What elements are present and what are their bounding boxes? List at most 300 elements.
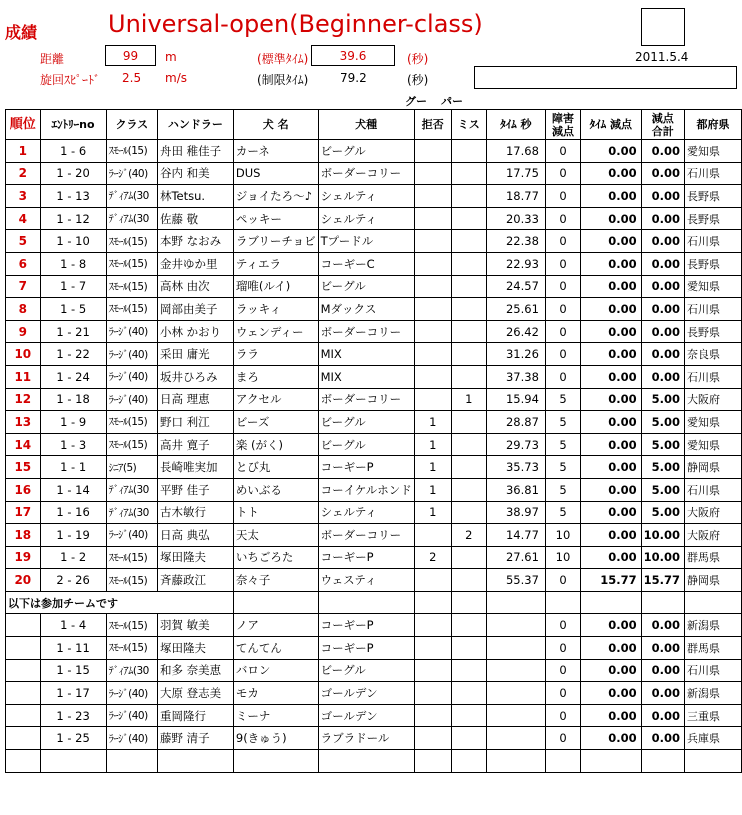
breed-cell: ボーダーコリー: [318, 388, 414, 411]
total-cell: 0.00: [641, 727, 684, 750]
miss-cell: [451, 456, 486, 479]
miss-cell: [451, 659, 486, 682]
class-cell: ｽﾓｰﾙ(15): [106, 614, 157, 637]
participant-row: [6, 727, 742, 750]
fault-cell: 10: [545, 546, 580, 569]
prefecture-cell: 愛知県: [684, 411, 741, 434]
handler-cell: 舟田 稚佳子: [157, 140, 233, 163]
prefecture-cell: 石川県: [684, 298, 741, 321]
empty-cell: [545, 750, 580, 773]
breed-cell: コーギーC: [318, 252, 414, 275]
breed-cell: ビーグル: [318, 433, 414, 456]
entry-cell: 1 - 9: [40, 411, 106, 434]
total-cell: 0.00: [641, 298, 684, 321]
fault-cell: 0: [545, 275, 580, 298]
total-cell: 0.00: [641, 252, 684, 275]
col-dog-header: 犬 名: [233, 110, 318, 140]
time-fault-cell: 0.00: [581, 275, 642, 298]
class-cell: ﾗｰｼﾞ(40): [106, 162, 157, 185]
rank-cell: 8: [6, 298, 41, 321]
dog-cell: ティエラ: [233, 252, 318, 275]
breed-cell: ビーグル: [318, 659, 414, 682]
participants-note-row: [6, 591, 742, 614]
blank-field: [474, 66, 737, 89]
breed-cell: コーギーP: [318, 456, 414, 479]
handler-cell: 岡部由美子: [157, 298, 233, 321]
fault-cell: 5: [545, 411, 580, 434]
time-cell: 55.37: [486, 569, 545, 592]
entry-cell: 1 - 17: [40, 682, 106, 705]
fault-cell: 5: [545, 501, 580, 524]
prefecture-cell: 静岡県: [684, 456, 741, 479]
dog-cell: まろ: [233, 365, 318, 388]
fault-cell: 0: [545, 682, 580, 705]
dog-cell: ララ: [233, 343, 318, 366]
breed-cell: シェルティ: [318, 207, 414, 230]
entry-cell: 1 - 22: [40, 343, 106, 366]
rank-cell: 1: [6, 140, 41, 163]
distance-value: 99: [105, 45, 156, 66]
col-breed-header: 犬種: [318, 110, 414, 140]
seiseki-label: 成績: [5, 23, 38, 42]
empty-row: [6, 750, 742, 773]
table-row: [6, 185, 742, 208]
prefecture-cell: 石川県: [684, 230, 741, 253]
time-cell: 27.61: [486, 546, 545, 569]
empty-cell: [40, 750, 106, 773]
empty-cell: [451, 591, 486, 614]
dog-cell: 瑠唯(ルイ): [233, 275, 318, 298]
fault-cell: 0: [545, 569, 580, 592]
time-fault-cell: 0.00: [581, 456, 642, 479]
miss-cell: [451, 637, 486, 660]
handler-cell: 日高 典弘: [157, 524, 233, 547]
breed-cell: ラブラドール: [318, 727, 414, 750]
fault-cell: 0: [545, 207, 580, 230]
table-row: [6, 365, 742, 388]
col-time-fault-header: ﾀｲﾑ 減点: [581, 110, 642, 140]
time-fault-cell: 0.00: [581, 682, 642, 705]
handler-cell: 金井ゆか里: [157, 252, 233, 275]
total-cell: 0.00: [641, 704, 684, 727]
refusal-cell: [414, 320, 451, 343]
table-row: [6, 524, 742, 547]
results-body: [6, 140, 742, 773]
class-cell: ﾃﾞｨｱﾑ(30: [106, 478, 157, 501]
refusal-cell: [414, 682, 451, 705]
total-cell: 0.00: [641, 365, 684, 388]
handler-cell: 塚田隆夫: [157, 546, 233, 569]
time-cell: 35.73: [486, 456, 545, 479]
time-fault-cell: 0.00: [581, 524, 642, 547]
refusal-cell: [414, 185, 451, 208]
breed-cell: ビーグル: [318, 411, 414, 434]
total-cell: 0.00: [641, 207, 684, 230]
miss-cell: [451, 433, 486, 456]
entry-cell: 1 - 19: [40, 524, 106, 547]
rank-cell: 5: [6, 230, 41, 253]
class-cell: ﾗｰｼﾞ(40): [106, 682, 157, 705]
prefecture-cell: 群馬県: [684, 637, 741, 660]
dog-cell: ジョイたろ～♪: [233, 185, 318, 208]
breed-cell: ボーダーコリー: [318, 162, 414, 185]
miss-cell: [451, 343, 486, 366]
breed-cell: ボーダーコリー: [318, 320, 414, 343]
entry-cell: 1 - 14: [40, 478, 106, 501]
prefecture-cell: 大阪府: [684, 501, 741, 524]
dog-cell: いちごろた: [233, 546, 318, 569]
time-cell: 17.68: [486, 140, 545, 163]
handler-cell: 和多 奈美恵: [157, 659, 233, 682]
time-fault-cell: 0.00: [581, 230, 642, 253]
entry-cell: 2 - 26: [40, 569, 106, 592]
breed-cell: シェルティ: [318, 185, 414, 208]
handler-cell: 重岡隆行: [157, 704, 233, 727]
total-cell: 15.77: [641, 569, 684, 592]
empty-cell: [641, 750, 684, 773]
refusal-cell: [414, 704, 451, 727]
table-row: [6, 433, 742, 456]
rank-cell: 6: [6, 252, 41, 275]
time-cell: 26.42: [486, 320, 545, 343]
std-time-unit: (秒): [407, 52, 429, 66]
total-cell: 0.00: [641, 659, 684, 682]
empty-cell: [451, 750, 486, 773]
rank-cell: 16: [6, 478, 41, 501]
header-row: [6, 110, 742, 140]
handler-cell: 采田 庸光: [157, 343, 233, 366]
breed-cell: ビーグル: [318, 140, 414, 163]
time-fault-cell: 0.00: [581, 659, 642, 682]
total-cell: 5.00: [641, 433, 684, 456]
class-cell: ｽﾓｰﾙ(15): [106, 140, 157, 163]
total-cell: 5.00: [641, 478, 684, 501]
col-handler-header: ハンドラー: [157, 110, 233, 140]
entry-cell: 1 - 24: [40, 365, 106, 388]
total-cell: 0.00: [641, 637, 684, 660]
time-fault-cell: 0.00: [581, 343, 642, 366]
time-cell: 38.97: [486, 501, 545, 524]
dog-cell: てんてん: [233, 637, 318, 660]
rank-cell: 7: [6, 275, 41, 298]
total-cell: 5.00: [641, 388, 684, 411]
dog-cell: ラッキィ: [233, 298, 318, 321]
class-cell: ｽﾓｰﾙ(15): [106, 275, 157, 298]
rank-cell: [6, 682, 41, 705]
handler-cell: 高井 寛子: [157, 433, 233, 456]
prefecture-cell: 石川県: [684, 162, 741, 185]
rank-cell: 10: [6, 343, 41, 366]
prefecture-cell: 長野県: [684, 320, 741, 343]
time-cell: 37.38: [486, 365, 545, 388]
prefecture-cell: 長野県: [684, 252, 741, 275]
breed-cell: ボーダーコリー: [318, 524, 414, 547]
miss-cell: [451, 546, 486, 569]
fault-cell: 0: [545, 704, 580, 727]
time-cell: [486, 682, 545, 705]
dog-cell: ミーナ: [233, 704, 318, 727]
time-cell: 29.73: [486, 433, 545, 456]
time-cell: 36.81: [486, 478, 545, 501]
fault-cell: 0: [545, 252, 580, 275]
entry-cell: 1 - 18: [40, 388, 106, 411]
entry-cell: 1 - 5: [40, 298, 106, 321]
time-fault-cell: 0.00: [581, 298, 642, 321]
entry-cell: 1 - 10: [40, 230, 106, 253]
fault-cell: 5: [545, 478, 580, 501]
total-cell: 0.00: [641, 140, 684, 163]
total-cell: 0.00: [641, 682, 684, 705]
breed-cell: コーギーP: [318, 614, 414, 637]
handler-cell: 斉藤政江: [157, 569, 233, 592]
refusal-cell: [414, 365, 451, 388]
empty-cell: [233, 750, 318, 773]
entry-cell: 1 - 6: [40, 140, 106, 163]
total-cell: 5.00: [641, 501, 684, 524]
time-cell: 15.94: [486, 388, 545, 411]
fault-cell: 0: [545, 343, 580, 366]
class-cell: ﾗｰｼﾞ(40): [106, 320, 157, 343]
refusal-cell: [414, 230, 451, 253]
rank-cell: 9: [6, 320, 41, 343]
refusal-cell: [414, 388, 451, 411]
fault-cell: 0: [545, 162, 580, 185]
class-cell: ｼﾆｱ(5): [106, 456, 157, 479]
table-row: [6, 388, 742, 411]
miss-cell: 2: [451, 524, 486, 547]
miss-cell: [451, 320, 486, 343]
refusal-cell: [414, 275, 451, 298]
prefecture-cell: 長野県: [684, 207, 741, 230]
participant-row: [6, 637, 742, 660]
fault-cell: 0: [545, 230, 580, 253]
refusal-cell: [414, 252, 451, 275]
fault-cell: 0: [545, 365, 580, 388]
col-miss-header: ミス: [451, 110, 486, 140]
time-cell: 22.93: [486, 252, 545, 275]
prefecture-cell: 群馬県: [684, 546, 741, 569]
time-cell: [486, 704, 545, 727]
handler-cell: 平野 佳子: [157, 478, 233, 501]
table-row: [6, 162, 742, 185]
breed-cell: シェルティ: [318, 501, 414, 524]
handler-cell: 藤野 清子: [157, 727, 233, 750]
total-cell: 0.00: [641, 275, 684, 298]
prefecture-cell: 静岡県: [684, 569, 741, 592]
rank-cell: [6, 704, 41, 727]
miss-cell: [451, 140, 486, 163]
refusal-cell: [414, 524, 451, 547]
time-fault-cell: 0.00: [581, 727, 642, 750]
miss-cell: [451, 275, 486, 298]
entry-cell: 1 - 7: [40, 275, 106, 298]
time-cell: 20.33: [486, 207, 545, 230]
dog-cell: めいぶる: [233, 478, 318, 501]
results-table: [5, 109, 742, 773]
refusal-cell: [414, 140, 451, 163]
time-fault-cell: 0.00: [581, 162, 642, 185]
total-cell: 0.00: [641, 162, 684, 185]
prefecture-cell: 大阪府: [684, 524, 741, 547]
time-fault-cell: 0.00: [581, 411, 642, 434]
miss-cell: [451, 682, 486, 705]
entry-cell: 1 - 15: [40, 659, 106, 682]
table-row: [6, 207, 742, 230]
breed-cell: コーギーP: [318, 546, 414, 569]
col-rank-header: 順位: [6, 110, 41, 140]
prefecture-cell: 新潟県: [684, 682, 741, 705]
empty-cell: [545, 591, 580, 614]
rank-cell: 17: [6, 501, 41, 524]
entry-cell: 1 - 3: [40, 433, 106, 456]
total-cell: 0.00: [641, 185, 684, 208]
speed-unit: m/s: [165, 71, 187, 85]
empty-cell: [581, 591, 642, 614]
fault-cell: 5: [545, 388, 580, 411]
prefecture-cell: 愛知県: [684, 433, 741, 456]
total-cell: 0.00: [641, 614, 684, 637]
group-label-1: グー: [405, 95, 427, 108]
time-cell: 25.61: [486, 298, 545, 321]
miss-cell: [451, 162, 486, 185]
miss-cell: [451, 298, 486, 321]
breed-cell: Tプードル: [318, 230, 414, 253]
time-cell: 17.75: [486, 162, 545, 185]
prefecture-cell: 大阪府: [684, 388, 741, 411]
dog-cell: 天太: [233, 524, 318, 547]
empty-cell: [684, 750, 741, 773]
date: 2011.5.4: [635, 50, 689, 64]
miss-cell: [451, 614, 486, 637]
class-cell: ﾗｰｼﾞ(40): [106, 388, 157, 411]
table-row: [6, 546, 742, 569]
fault-cell: 0: [545, 140, 580, 163]
fault-cell: 0: [545, 614, 580, 637]
empty-cell: [581, 750, 642, 773]
fault-cell: 5: [545, 456, 580, 479]
time-fault-cell: 0.00: [581, 546, 642, 569]
limit-time-label: (制限ﾀｲﾑ): [257, 73, 309, 87]
dog-cell: モカ: [233, 682, 318, 705]
rank-cell: [6, 614, 41, 637]
time-fault-cell: 0.00: [581, 185, 642, 208]
class-cell: ｽﾓｰﾙ(15): [106, 230, 157, 253]
participant-row: [6, 614, 742, 637]
refusal-cell: 1: [414, 456, 451, 479]
time-cell: 31.26: [486, 343, 545, 366]
class-cell: ﾃﾞｨｱﾑ(30: [106, 659, 157, 682]
miss-cell: [451, 704, 486, 727]
entry-cell: 1 - 12: [40, 207, 106, 230]
entry-cell: 1 - 20: [40, 162, 106, 185]
empty-cell: [414, 591, 451, 614]
time-fault-cell: 0.00: [581, 433, 642, 456]
std-time-label: (標準ﾀｲﾑ): [257, 52, 309, 66]
rank-cell: 14: [6, 433, 41, 456]
miss-cell: [451, 478, 486, 501]
prefecture-cell: 石川県: [684, 659, 741, 682]
time-fault-cell: 0.00: [581, 252, 642, 275]
empty-cell: [157, 750, 233, 773]
time-cell: [486, 637, 545, 660]
participant-row: [6, 704, 742, 727]
time-cell: 18.77: [486, 185, 545, 208]
empty-cell: [233, 591, 318, 614]
time-cell: 28.87: [486, 411, 545, 434]
handler-cell: 塚田隆夫: [157, 637, 233, 660]
refusal-cell: [414, 614, 451, 637]
time-cell: 22.38: [486, 230, 545, 253]
table-row: [6, 298, 742, 321]
rank-cell: 18: [6, 524, 41, 547]
limit-time-unit: (秒): [407, 73, 429, 87]
handler-cell: 坂井ひろみ: [157, 365, 233, 388]
class-cell: ｽﾓｰﾙ(15): [106, 433, 157, 456]
entry-cell: 1 - 8: [40, 252, 106, 275]
dog-cell: ペッキー: [233, 207, 318, 230]
fault-cell: 0: [545, 320, 580, 343]
participant-row: [6, 682, 742, 705]
dog-cell: 楽 (がく): [233, 433, 318, 456]
limit-time-value: 79.2: [340, 71, 367, 85]
prefecture-cell: 石川県: [684, 478, 741, 501]
empty-cell: [106, 750, 157, 773]
handler-cell: 谷内 和美: [157, 162, 233, 185]
class-cell: ﾗｰｼﾞ(40): [106, 343, 157, 366]
handler-cell: 小林 かおり: [157, 320, 233, 343]
breed-cell: ゴールデン: [318, 704, 414, 727]
group-label-2: パー: [441, 95, 463, 108]
handler-cell: 古木敏行: [157, 501, 233, 524]
col-fault-header: 障害 減点: [545, 110, 580, 140]
empty-cell: [318, 750, 414, 773]
rank-cell: [6, 659, 41, 682]
refusal-cell: 1: [414, 433, 451, 456]
dog-cell: ノア: [233, 614, 318, 637]
dog-cell: トト: [233, 501, 318, 524]
class-cell: ｽﾓｰﾙ(15): [106, 569, 157, 592]
col-total-header: 減点 合計: [641, 110, 684, 140]
refusal-cell: 1: [414, 478, 451, 501]
handler-cell: 本野 なおみ: [157, 230, 233, 253]
table-row: [6, 140, 742, 163]
class-cell: ｽﾓｰﾙ(15): [106, 637, 157, 660]
time-fault-cell: 0.00: [581, 637, 642, 660]
class-cell: ﾃﾞｨｱﾑ(30: [106, 501, 157, 524]
total-cell: 5.00: [641, 411, 684, 434]
col-class-header: クラス: [106, 110, 157, 140]
handler-cell: 野口 利江: [157, 411, 233, 434]
time-fault-cell: 0.00: [581, 388, 642, 411]
class-cell: ﾗｰｼﾞ(40): [106, 524, 157, 547]
empty-cell: [414, 750, 451, 773]
speed-label: 旋回ｽﾋﾟｰﾄﾞ: [40, 73, 101, 87]
empty-cell: [684, 591, 741, 614]
total-cell: 0.00: [641, 230, 684, 253]
empty-cell: [6, 750, 41, 773]
time-fault-cell: 0.00: [581, 478, 642, 501]
rank-cell: 2: [6, 162, 41, 185]
handler-cell: 林Tetsu.: [157, 185, 233, 208]
class-cell: ﾗｰｼﾞ(40): [106, 704, 157, 727]
dog-cell: カーネ: [233, 140, 318, 163]
refusal-cell: 1: [414, 501, 451, 524]
dog-cell: ラブリーチョビ: [233, 230, 318, 253]
table-row: [6, 569, 742, 592]
empty-cell: [318, 591, 414, 614]
page-title: Universal-open(Beginner-class): [108, 10, 483, 38]
time-cell: [486, 614, 545, 637]
